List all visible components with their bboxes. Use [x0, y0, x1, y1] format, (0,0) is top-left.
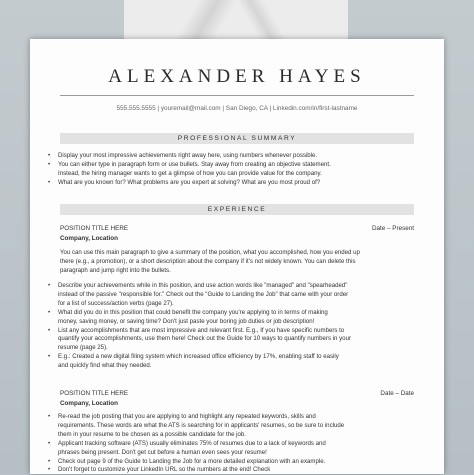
job-header [60, 225, 414, 232]
contact-line: 555.555.5555 | youremail@mail.com | San Diego, CA | Linkedin.com/in/first-lastname [116, 105, 358, 112]
marble-backdrop [124, 0, 348, 40]
job-bullet-continued: money, saving money, or saving time? Don't just paste your boring job duties or job description! [58, 317, 315, 325]
candidate-name: ALEXANDER HAYES [108, 66, 366, 87]
summary-bullet: • You can either type in paragraph form or use bullets. Stay away from creating an objective statement. [30, 161, 384, 170]
job-date: Date – Present [371, 225, 414, 232]
summary-list [30, 152, 384, 188]
job-bullet-continued: them in your resume to be chosen as a possible candidate for the job. [58, 430, 247, 438]
job-bullet-list [30, 282, 384, 371]
job-bullet: • What did you do in this position that could benefit the company you're applying to in terms of making [30, 309, 384, 318]
summary-bullet: • What are you known for? What problems are you expert at solving? What are you most proud of? [30, 179, 384, 188]
experience-heading: EXPERIENCE [60, 204, 414, 215]
job-date: Date – Date [380, 390, 414, 397]
job-company: Company, Location [60, 400, 118, 407]
job-bullet-continued: instead of the passive "responsible for." Check out the "Guide to Landing the Job" that came with your order [58, 290, 349, 298]
job-bullet-continued: resume (page 25). [58, 344, 108, 352]
job-header [60, 390, 414, 397]
header-rule [60, 95, 414, 96]
job-company: Company, Location [60, 235, 118, 242]
job-bullet: • Re-read the job posting that you are applying to and highlight any repeated keywords, skills and [30, 413, 384, 422]
job-bullet-continued: phrases being present. Don't get cut before a human even sees your resume! [58, 448, 267, 456]
job-summary-paragraph [60, 249, 410, 276]
job-bullet-continued: requirements. These words are what the ATS is searching for in applicants' resumes, so be sure to include [58, 421, 345, 429]
job-bullet: • Describe your achievements while in this position, and use action words like "managed" and "spearheaded" [30, 282, 384, 291]
job-bullet-continued: quantify your accomplishments, use them here! Check out the Guide for 10 ways to quantify numbers in your [58, 335, 351, 343]
job-bullet: • List any accomplishments that are most impressive and relevant first. E.g., If you have specific numbers to [30, 327, 384, 336]
job-title: POSITION TITLE HERE [60, 390, 129, 397]
job-bullet-list [30, 413, 384, 475]
summary-bullet-continued: Instead, the hiring manager wants to get a glimpse of how you can provide value for the company. [58, 169, 322, 177]
paragraph-line: there (e.g., a promotion), or a short description about the company if it's not widely known. You can delete this [60, 257, 356, 265]
job-bullet: • Applicant tracking software (ATS) usually eliminates 75% of resumes due to a lack of keywords and [30, 440, 384, 449]
job-bullet: • Don't forget to customize your LinkedIn URL so the numbers at the end! Check [30, 466, 384, 475]
job-title: POSITION TITLE HERE [60, 225, 129, 232]
job-bullet-continued: for a list of success/action verbs (page 27). [58, 299, 174, 307]
resume-page [30, 39, 444, 474]
job-bullet: • E.g.: Created a new digital filing system which increased office efficiency by 17%, enabling staff to easily [30, 353, 384, 362]
job-bullet-continued: and quickly find what they needed. [58, 362, 152, 370]
paragraph-line: paragraph and jump right into the bullets. [60, 266, 171, 274]
paragraph-line: You can use this main paragraph to give a summary of the position, what you accomplished, how you ended up [60, 249, 360, 256]
summary-heading: PROFESSIONAL SUMMARY [60, 133, 414, 144]
summary-bullet: • Display your most impressive achievements right away here, using numbers whenever possible. [30, 152, 384, 161]
job-bullet: • Check out page 9 of the Guide to Landing the Job for a more detailed explanation with an example. [30, 458, 384, 467]
